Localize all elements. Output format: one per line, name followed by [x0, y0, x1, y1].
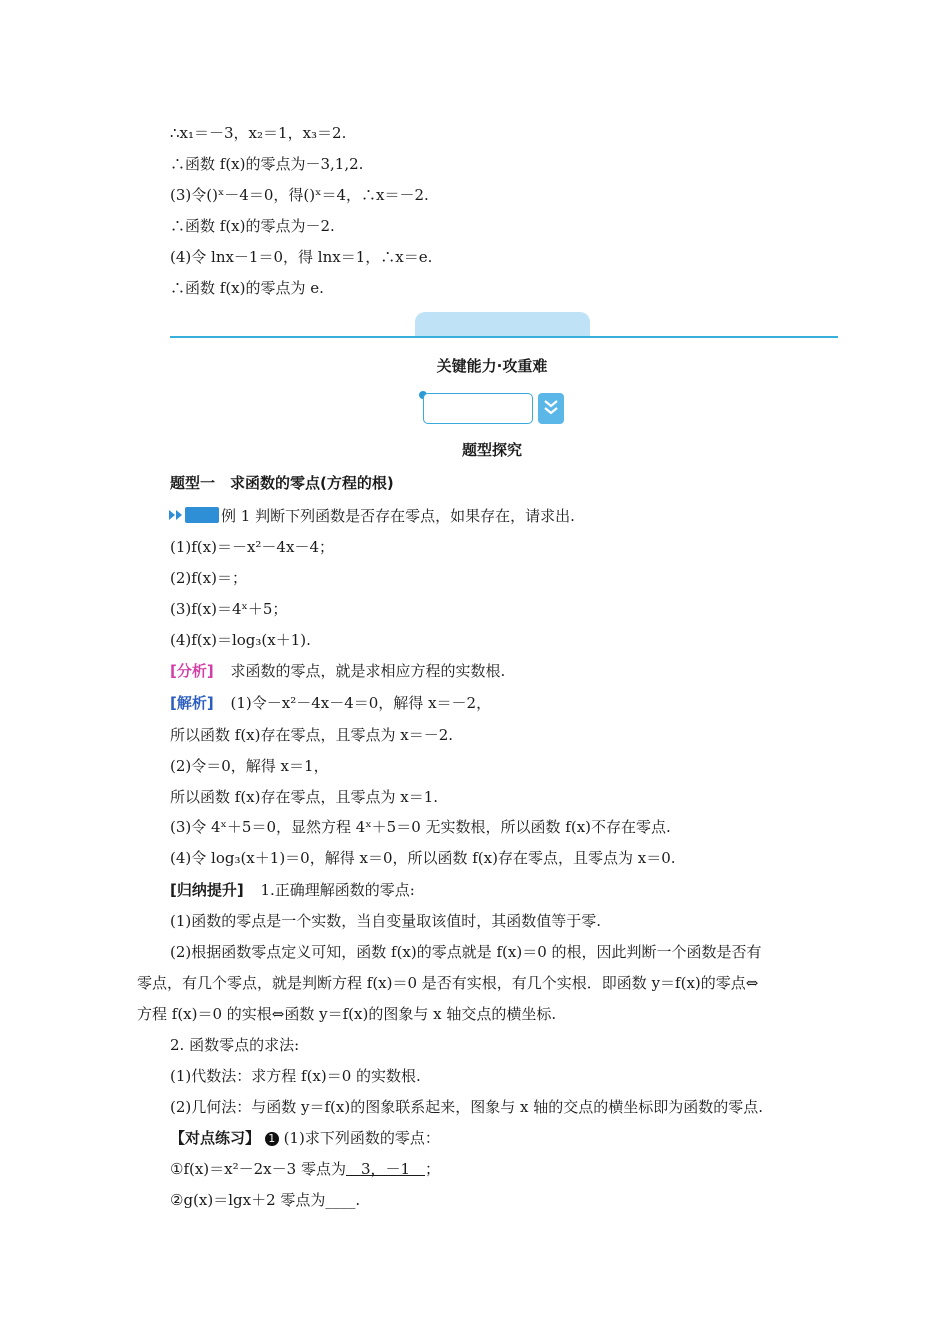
double-chevron-down-icon — [538, 393, 564, 424]
solution-line — [170, 693, 491, 713]
analysis-text: 求函数的零点，就是求相应方程的实数根. — [230, 662, 506, 680]
solution-text: (4)令 log₃(x＋1)＝0，解得 x＝0，所以函数 f(x)存在零点，且零点为 x＝0. — [170, 849, 676, 867]
question-punct: . — [355, 1191, 361, 1209]
section-subtitle: 题型探究 — [461, 441, 522, 459]
practice-tag: 【对点练习】 — [170, 1129, 261, 1147]
solution-text: 所以函数 f(x)存在零点，且零点为 x＝1. — [170, 788, 439, 806]
solution-text: (1)令－x²－4x－4＝0，解得 x＝－2， — [230, 694, 492, 712]
section-divider — [170, 336, 838, 338]
summary-text: 方程 f(x)＝0 的实根⇔函数 y＝f(x)的图象与 x 轴交点的横坐标. — [137, 1005, 557, 1023]
text-line: ∴函数 f(x)的零点为－2. — [170, 217, 335, 235]
summary-text: 2. 函数零点的求法: — [170, 1036, 300, 1054]
example-item: (4)f(x)＝log₃(x＋1). — [170, 631, 311, 649]
example-item: (2)f(x)＝； — [170, 569, 247, 587]
summary-text: (1)代数法：求方程 f(x)＝0 的实数根. — [170, 1067, 421, 1085]
example-badge-icon — [168, 507, 220, 523]
practice-question — [170, 1190, 360, 1210]
answer-blank: ____ — [325, 1191, 356, 1209]
analysis-line — [170, 661, 505, 681]
practice-question — [170, 1159, 440, 1179]
summary-text: 1.正确理解函数的零点: — [260, 881, 415, 899]
text-line: (3)令()ˣ－4＝0，得()ˣ＝4，∴x＝－2. — [170, 186, 429, 204]
question-text: ②g(x)＝lgx＋2 零点为 — [170, 1191, 326, 1209]
example-item: (3)f(x)＝4ˣ＋5； — [170, 600, 288, 618]
section-tab-header — [415, 312, 590, 338]
type-heading: 题型一 求函数的零点(方程的根) — [170, 474, 394, 492]
summary-text: (1)函数的零点是一个实数，当自变量取该值时，其函数值等于零. — [170, 912, 602, 930]
decor-box — [423, 393, 533, 424]
summary-text: 零点，有几个零点，就是判断方程 f(x)＝0 是否有实根，有几个实根．即函数 y＝f(x)的零点⇔ — [137, 974, 759, 992]
summary-text: (2)几何法：与函数 y＝f(x)的图象联系起来，图象与 x 轴的交点的横坐标即为函数的零点. — [170, 1098, 763, 1116]
solution-text: (2)令＝0，解得 x＝1， — [170, 757, 329, 775]
question-text: ①f(x)＝x²－2x－3 零点为 — [170, 1160, 346, 1178]
solution-tag: [解析] — [170, 694, 214, 712]
example-title: 例 1 判断下列函数是否存在零点，如果存在，请求出. — [221, 507, 575, 525]
text-line: ∴x₁＝－3，x₂＝1，x₃＝2. — [170, 124, 347, 142]
summary-line — [170, 880, 415, 900]
practice-text: (1)求下列函数的零点： — [283, 1129, 440, 1147]
analysis-tag: [分析] — [170, 662, 214, 680]
solution-text: (3)令 4ˣ＋5＝0，显然方程 4ˣ＋5＝0 无实数根，所以函数 f(x)不存在零点. — [170, 818, 671, 836]
question-punct: ； — [425, 1160, 441, 1178]
practice-line — [170, 1128, 440, 1148]
summary-tag: [归纳提升] — [170, 881, 244, 899]
section-title: 关键能力·攻重难 — [436, 357, 548, 375]
solution-text: 所以函数 f(x)存在零点，且零点为 x＝－2. — [170, 726, 454, 744]
text-line: ∴函数 f(x)的零点为－3,1,2. — [170, 155, 364, 173]
summary-text: (2)根据函数零点定义可知，函数 f(x)的零点就是 f(x)＝0 的根，因此判断一个函数是否有 — [170, 943, 762, 961]
text-line: (4)令 lnx－1＝0，得 lnx＝1，∴x＝e. — [170, 248, 433, 266]
circled-number-icon: 1 — [265, 1132, 279, 1146]
example-item: (1)f(x)＝－x²－4x－4； — [170, 538, 334, 556]
answer-blank: 3，－1 — [345, 1160, 426, 1178]
text-line: ∴函数 f(x)的零点为 e. — [170, 279, 324, 297]
